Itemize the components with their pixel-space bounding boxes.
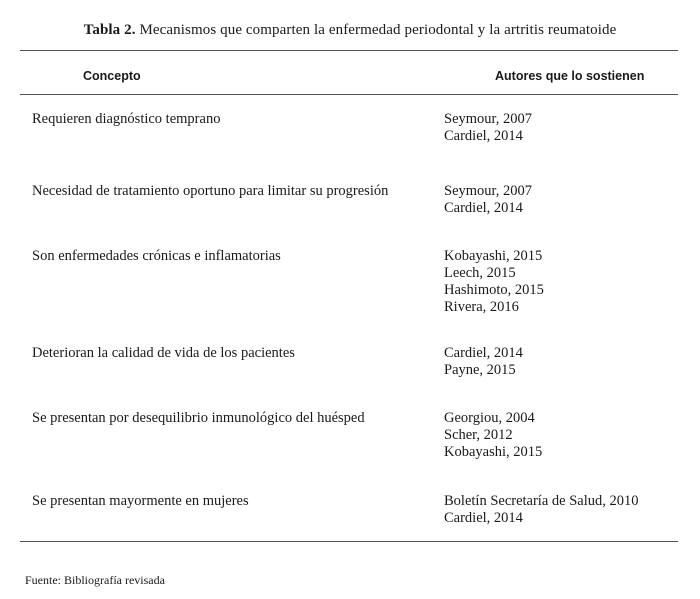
author-entry: Georgiou, 2004	[444, 410, 535, 426]
bottom-rule	[20, 541, 678, 542]
author-entry: Hashimoto, 2015	[444, 282, 544, 298]
author-entry: Leech, 2015	[444, 265, 516, 281]
author-entry: Cardiel, 2014	[444, 200, 523, 216]
authors-cell	[444, 248, 544, 316]
concept-cell: Requieren diagnóstico temprano	[32, 111, 221, 127]
author-entry: Cardiel, 2014	[444, 345, 523, 361]
author-entry: Kobayashi, 2015	[444, 444, 543, 460]
concept-cell: Se presentan mayormente en mujeres	[32, 493, 249, 509]
author-entry: Payne, 2015	[444, 362, 516, 378]
top-rule	[20, 50, 678, 51]
author-entry: Scher, 2012	[444, 427, 513, 443]
caption-text: Mecanismos que comparten la enfermedad periodontal y la artritis reumatoide	[135, 22, 617, 38]
authors-cell	[444, 493, 639, 527]
authors-cell	[444, 410, 542, 461]
author-entry: Rivera, 2016	[444, 299, 519, 315]
authors-cell	[444, 111, 532, 145]
author-entry: Seymour, 2007	[444, 111, 533, 127]
author-entry: Boletín Secretaría de Salud, 2010	[444, 493, 639, 509]
author-entry: Cardiel, 2014	[444, 128, 523, 144]
header-rule	[20, 94, 678, 95]
header-concept: Concepto	[83, 69, 141, 83]
author-entry: Kobayashi, 2015	[444, 248, 543, 264]
concept-cell: Deterioran la calidad de vida de los pacientes	[32, 345, 295, 361]
authors-cell	[444, 183, 532, 217]
source-footnote: Fuente: Bibliografía revisada	[25, 573, 165, 587]
concept-cell: Son enfermedades crónicas e inflamatorias	[32, 248, 281, 264]
header-authors: Autores que lo sostienen	[495, 69, 645, 83]
concept-cell: Necesidad de tratamiento oportuno para limitar su progresión	[32, 183, 389, 199]
authors-cell	[444, 345, 523, 379]
caption-label: Tabla 2.	[83, 22, 136, 38]
author-entry: Cardiel, 2014	[444, 510, 523, 526]
author-entry: Seymour, 2007	[444, 183, 533, 199]
concept-cell: Se presentan por desequilibrio inmunológico del huésped	[32, 410, 365, 426]
table-caption	[0, 22, 700, 39]
